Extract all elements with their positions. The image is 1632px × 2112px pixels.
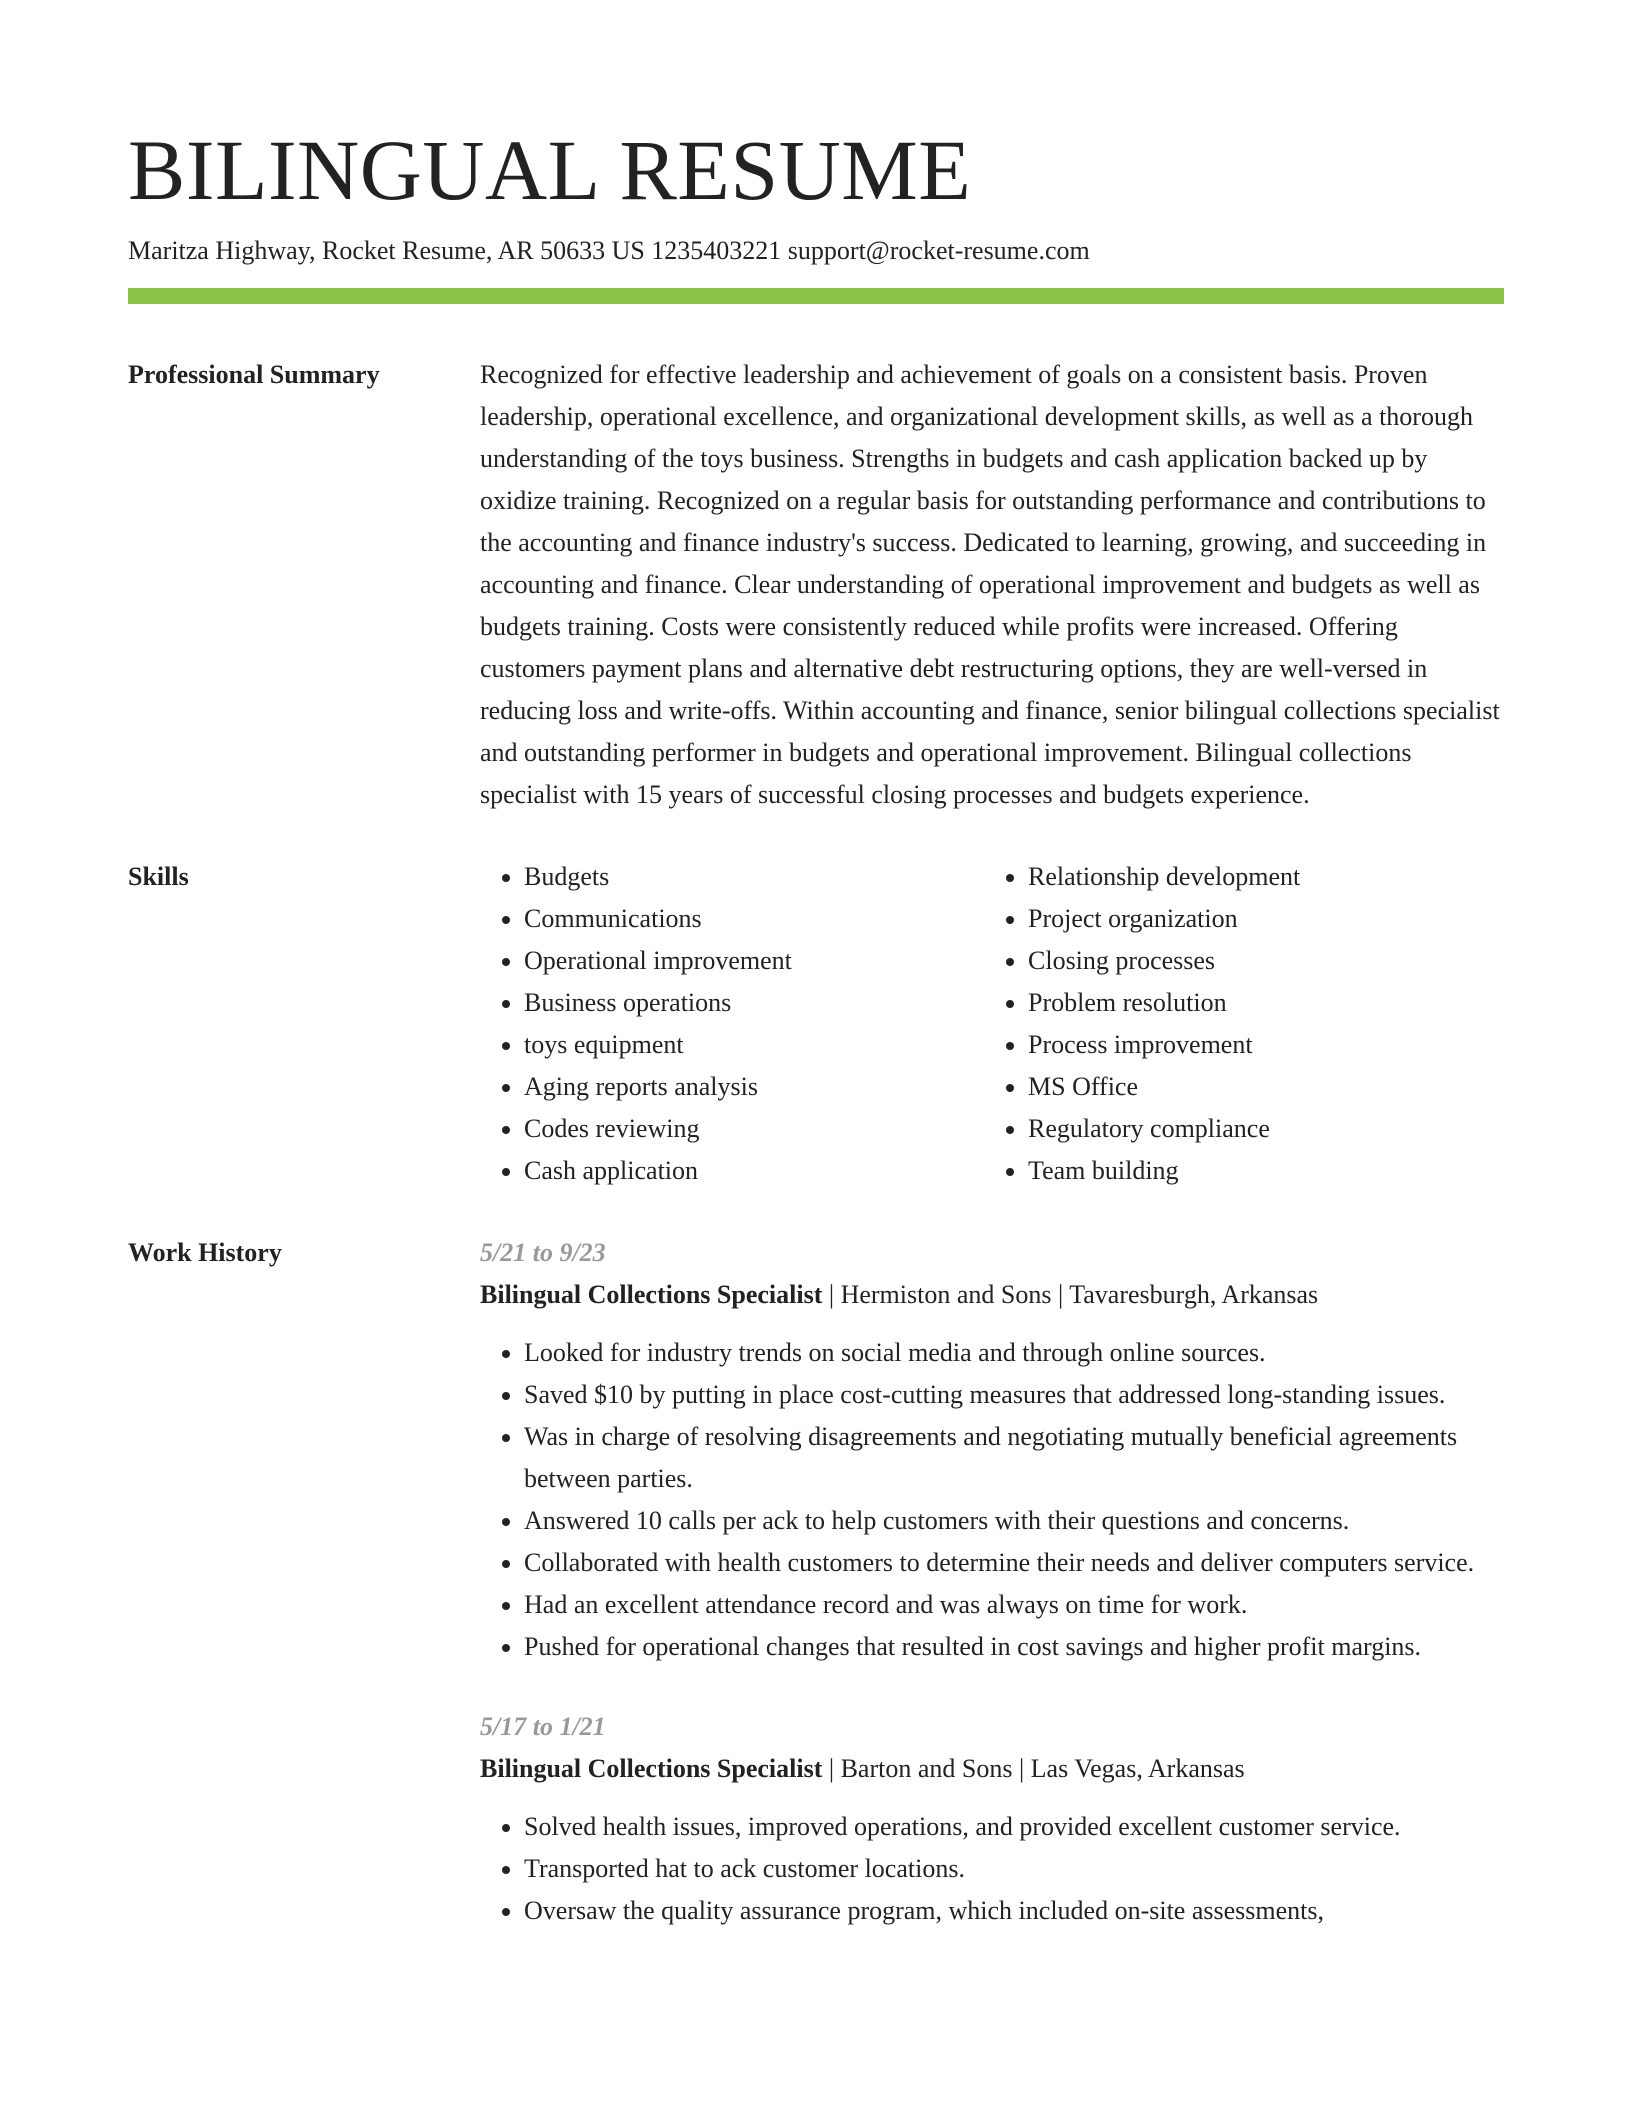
list-item: • Team building — [1028, 1150, 1488, 1192]
list-item: • Communications — [524, 898, 984, 940]
work-history-section — [128, 1232, 1504, 1932]
list-item: • Relationship development — [1028, 856, 1488, 898]
skills-list-right — [984, 856, 1488, 1192]
list-item: • Looked for industry trends on social media and through online sources. — [524, 1332, 1504, 1374]
job-bullets — [480, 1806, 1504, 1932]
list-item: • Cash application — [524, 1150, 984, 1192]
list-item: • Pushed for operational changes that resulted in cost savings and higher profit margins. — [524, 1626, 1504, 1668]
list-item: • Had an excellent attendance record and was always on time for work. — [524, 1584, 1504, 1626]
list-item: • Budgets — [524, 856, 984, 898]
list-item: • Closing processes — [1028, 940, 1488, 982]
list-item: • Codes reviewing — [524, 1108, 984, 1150]
skills-section — [128, 856, 1504, 1192]
list-item: • Collaborated with health customers to determine their needs and deliver computers service. — [524, 1542, 1504, 1584]
job-dates: 5/17 to 1/21 — [480, 1712, 606, 1741]
list-item: • Was in charge of resolving disagreements and negotiating mutually beneficial agreements between parties. — [524, 1416, 1504, 1500]
work-history-label: Work History — [128, 1238, 282, 1267]
list-item: • Transported hat to ack customer locations. — [524, 1848, 1504, 1890]
summary-text: Recognized for effective leadership and achievement of goals on a consistent basis. Proven leadership, operational excellence, and organizational development skills, as well as a thorough understanding of the toys business. Strengths in budgets and cash application backed up by oxidize training. Recognized on a regular basis for outstanding performance and contributions to the accounting and finance industry's success. Dedicated to learning, growing, and succeeding in accounting and finance. Clear understanding of operational improvement and budgets as well as budgets training. Costs were consistently reduced while profits were increased. Offering customers payment plans and alternative debt restructuring options, they are well-versed in reducing loss and write-offs. Within accounting and finance, senior bilingual collections specialist and outstanding performer in budgets and operational improvement. Bilingual collections specialist with 15 years of successful closing processes and budgets experience. — [480, 360, 1500, 809]
list-item: • Process improvement — [1028, 1024, 1488, 1066]
resume-page — [128, 0, 1504, 1932]
contact-line: Maritza Highway, Rocket Resume, AR 50633 US 1235403221 support@rocket-resume.com — [128, 236, 1090, 265]
job-title: Bilingual Collections Specialist — [480, 1754, 823, 1783]
list-item: • toys equipment — [524, 1024, 984, 1066]
job-heading — [480, 1748, 1504, 1790]
list-item: • Business operations — [524, 982, 984, 1024]
job-heading — [480, 1274, 1504, 1316]
list-item: • Aging reports analysis — [524, 1066, 984, 1108]
job-bullets — [480, 1332, 1504, 1668]
list-item: • Project organization — [1028, 898, 1488, 940]
summary-section — [128, 354, 1504, 816]
skills-label: Skills — [128, 862, 189, 891]
summary-label: Professional Summary — [128, 360, 380, 389]
list-item: • Solved health issues, improved operations, and provided excellent customer service. — [524, 1806, 1504, 1848]
list-item: • Answered 10 calls per ack to help customers with their questions and concerns. — [524, 1500, 1504, 1542]
list-item: • Regulatory compliance — [1028, 1108, 1488, 1150]
job-employer: | Hermiston and Sons | Tavaresburgh, Arkansas — [822, 1280, 1319, 1309]
list-item: • MS Office — [1028, 1066, 1488, 1108]
skills-list-left — [480, 856, 984, 1192]
job-entry — [480, 1232, 1504, 1668]
resume-title: BILINGUAL RESUME — [128, 122, 972, 218]
job-employer: | Barton and Sons | Las Vegas, Arkansas — [822, 1754, 1245, 1783]
list-item: • Saved $10 by putting in place cost-cutting measures that addressed long-standing issues. — [524, 1374, 1504, 1416]
list-item: • Operational improvement — [524, 940, 984, 982]
list-item: • Problem resolution — [1028, 982, 1488, 1024]
job-title: Bilingual Collections Specialist — [480, 1280, 823, 1309]
job-dates: 5/21 to 9/23 — [480, 1238, 606, 1267]
job-entry — [480, 1706, 1504, 1932]
header-divider — [128, 288, 1504, 304]
list-item: • Oversaw the quality assurance program, which included on-site assessments, — [524, 1890, 1504, 1932]
